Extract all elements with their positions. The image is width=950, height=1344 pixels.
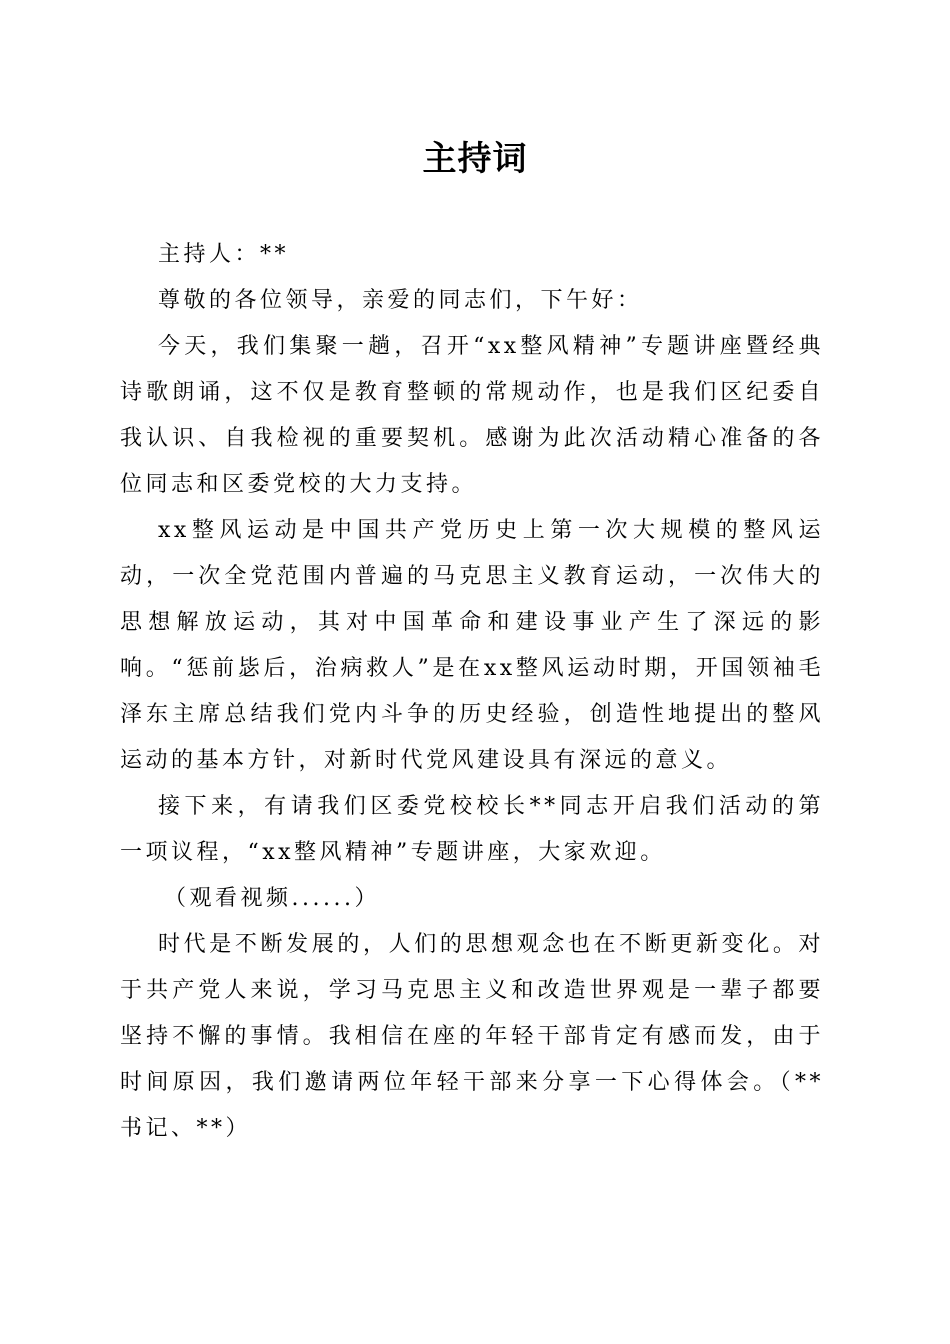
- greeting-paragraph: 尊敬的各位领导，亲爱的同志们，下午好：: [158, 288, 643, 313]
- rectification-history-paragraph: xx整风运动是中国共产党历史上第一次大规模的整风运动，一次全党范围内普遍的马克思主义教育运动，一次伟大的思想解放运动，其对中国革命和建设事业产生了深远的影响。“惩前毖后，治病救人”是在xx整风运动时期，开国领袖毛泽东主席总结我们党内斗争的历史经验，创造性地提出的整风运动的基本方针，对新时代党风建设具有深远的意义。: [120, 518, 824, 773]
- video-note: （观看视频......）: [164, 886, 380, 911]
- host-line: 主持人：**: [158, 242, 290, 267]
- sharing-paragraph: 时代是不断发展的，人们的思想观念也在不断更新变化。对于共产党人来说，学习马克思主义和改造世界观是一辈子都要坚持不懈的事情。我相信在座的年轻干部肯定有感而发，由于时间原因，我们邀请两位年轻干部来分享一下心得体会。（**书记、**）: [120, 932, 824, 1141]
- document-title: 主持词: [422, 139, 528, 179]
- lecture-intro-paragraph: 接下来，有请我们区委党校校长**同志开启我们活动的第一项议程，“xx整风精神”专题讲座，大家欢迎。: [120, 794, 824, 865]
- opening-paragraph: 今天，我们集聚一趟，召开“xx整风精神”专题讲座暨经典诗歌朗诵，这不仅是教育整顿的常规动作，也是我们区纪委自我认识、自我检视的重要契机。感谢为此次活动精心准备的各位同志和区委党校的大力支持。: [120, 334, 824, 497]
- document-body: [120, 232, 824, 1152]
